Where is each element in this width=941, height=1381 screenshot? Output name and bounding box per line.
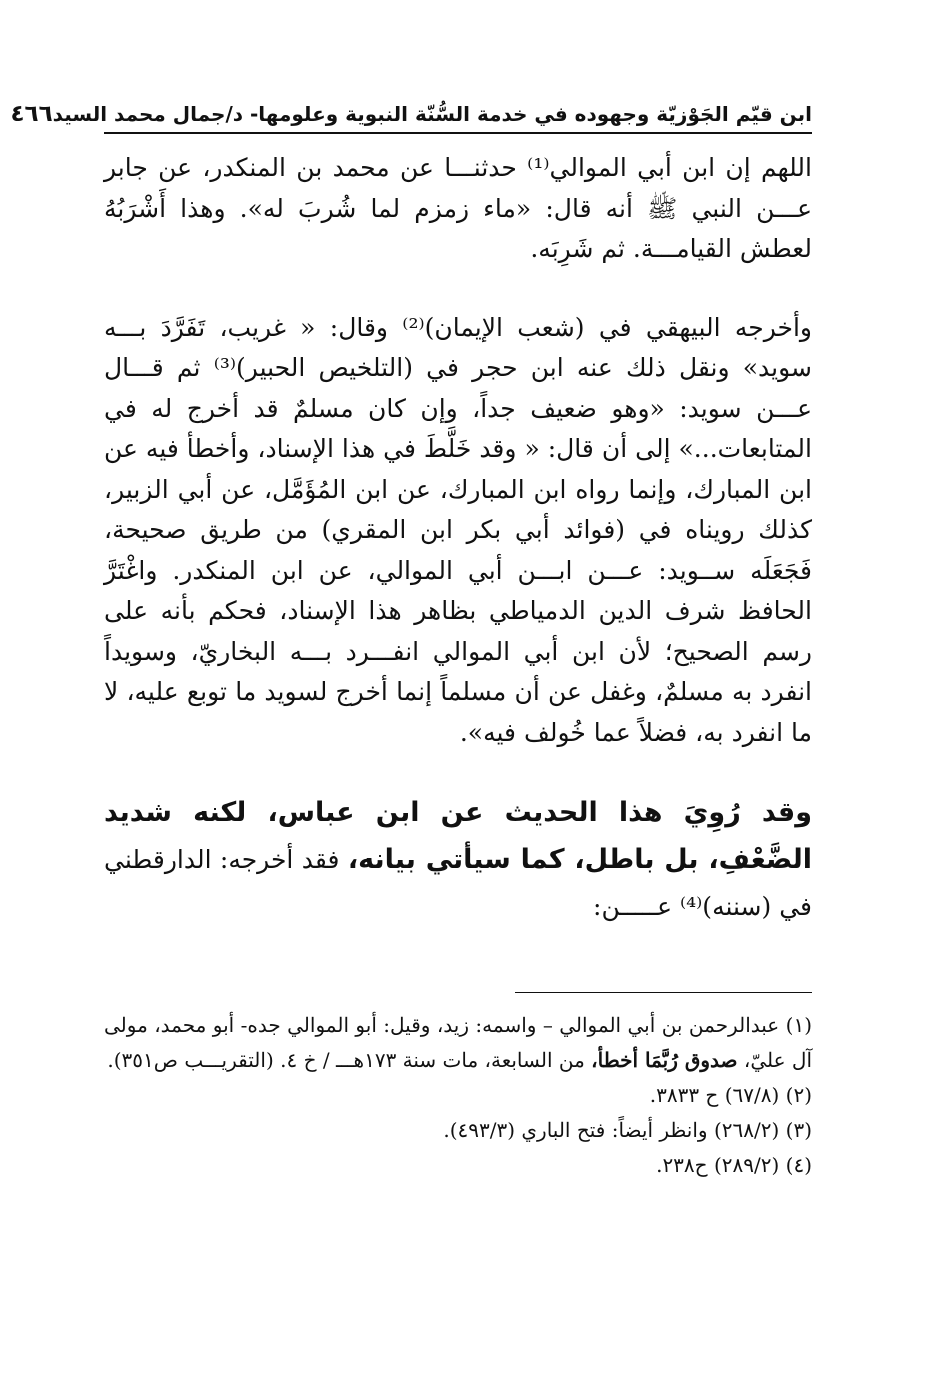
page-header <box>10 96 812 134</box>
footnote-divider <box>515 992 812 993</box>
paragraph-3-rest: فقد أخرجه: الدارقطني في (سننه)⁽⁴⁾ عـــــن: <box>104 845 812 921</box>
paragraph-3 <box>104 789 812 930</box>
footnote-3: (٣) (٢٦٨/٢) وانظر أيضاً: فتح الباري (٤٩٣/٣). <box>443 1118 812 1142</box>
footnote-4: (٤) (٢٨٩/٢) ح٢٣٨. <box>656 1153 812 1177</box>
footnote-1-bold: صدوق رُبَّمَا أخطأ، <box>591 1048 738 1072</box>
footnote-1-part-b: من السابعة، مات سنة ١٧٣هـــ / خ ٤. (التقريـــب ص٣٥١). <box>107 1048 585 1072</box>
paragraph-2: وأخرجه البيهقي في (شعب الإيمان)⁽²⁾ وقال: « غريب، تَفَرَّدَ بـــه سويد» ونقل ذلك عنه ابن حجر في (التلخيص الحبير)⁽³⁾ ثم قـــال عـــن سويد: «وهو ضعيف جداً، وإن كان مسلمٌ قد أخرج له في المتابعات...» إلى أن قال: « وقد خَلَّطَ في هذا الإسناد، وأخطأ فيه عن ابن المبارك، وإنما رواه ابن المبارك، عن ابن المُؤَمَّل، عن أبي الزبير، كذلك رويناه في (فوائد أبي بكر ابن المقري) من طريق صحيحة، فَجَعَلَه ســويد: عـــن ابـــن أبي الموالي، عن ابن المنكدر. واغْتَرَّ الحافظ شرف الدين الدمياطي بظاهر هذا الإسناد، فحكم بأنه على رسم الصحيح؛ لأن ابن أبي الموالي انفـــرد بـــه البخاريّ، وسويداً انفرد به مسلمٌ، وغفل عن أن مسلماً إنما أخرج لسويد ما توبع عليه، لا ما انفرد به، فضلاً عما خُولف فيه». <box>104 312 812 747</box>
main-text <box>104 148 812 930</box>
page-number: ٤٦٦ <box>10 101 53 127</box>
footnote-1-part-a: (١) عبدالرحمن بن أبي الموالي – واسمه: زيد، وقيل: أبو الموالي جده- أبو محمد، مولى آل عليّ، <box>104 1013 812 1072</box>
running-title: ابن قيّم الجَوْزيّة وجهوده في خدمة السُّنّة النبوية وعلومها- د/جمال محمد السيد <box>52 102 812 126</box>
paragraph-3-bold: وقد رُوِيَ هذا الحديث عن ابن عباس، لكنه شديد الضَّعْفِ، بل باطل، كما سيأتي بيانه، <box>104 797 812 875</box>
footnote-2: (٢) (٦٧/٨) ح ٣٨٣٣. <box>649 1083 812 1107</box>
footnote-1 <box>104 1008 812 1078</box>
paragraph-1: اللهم إن ابن أبي الموالي⁽¹⁾ حدثنـــا عن محمد بن المنكدر، عن جابر عـــن النبي ﷺ أنه قال: «ماء زمزم لما شُربَ له». وهذا أَشْرَبُهُ لعطش القيامـــة. ثم شَرِبَه. <box>104 153 812 263</box>
footnotes <box>104 1008 812 1183</box>
